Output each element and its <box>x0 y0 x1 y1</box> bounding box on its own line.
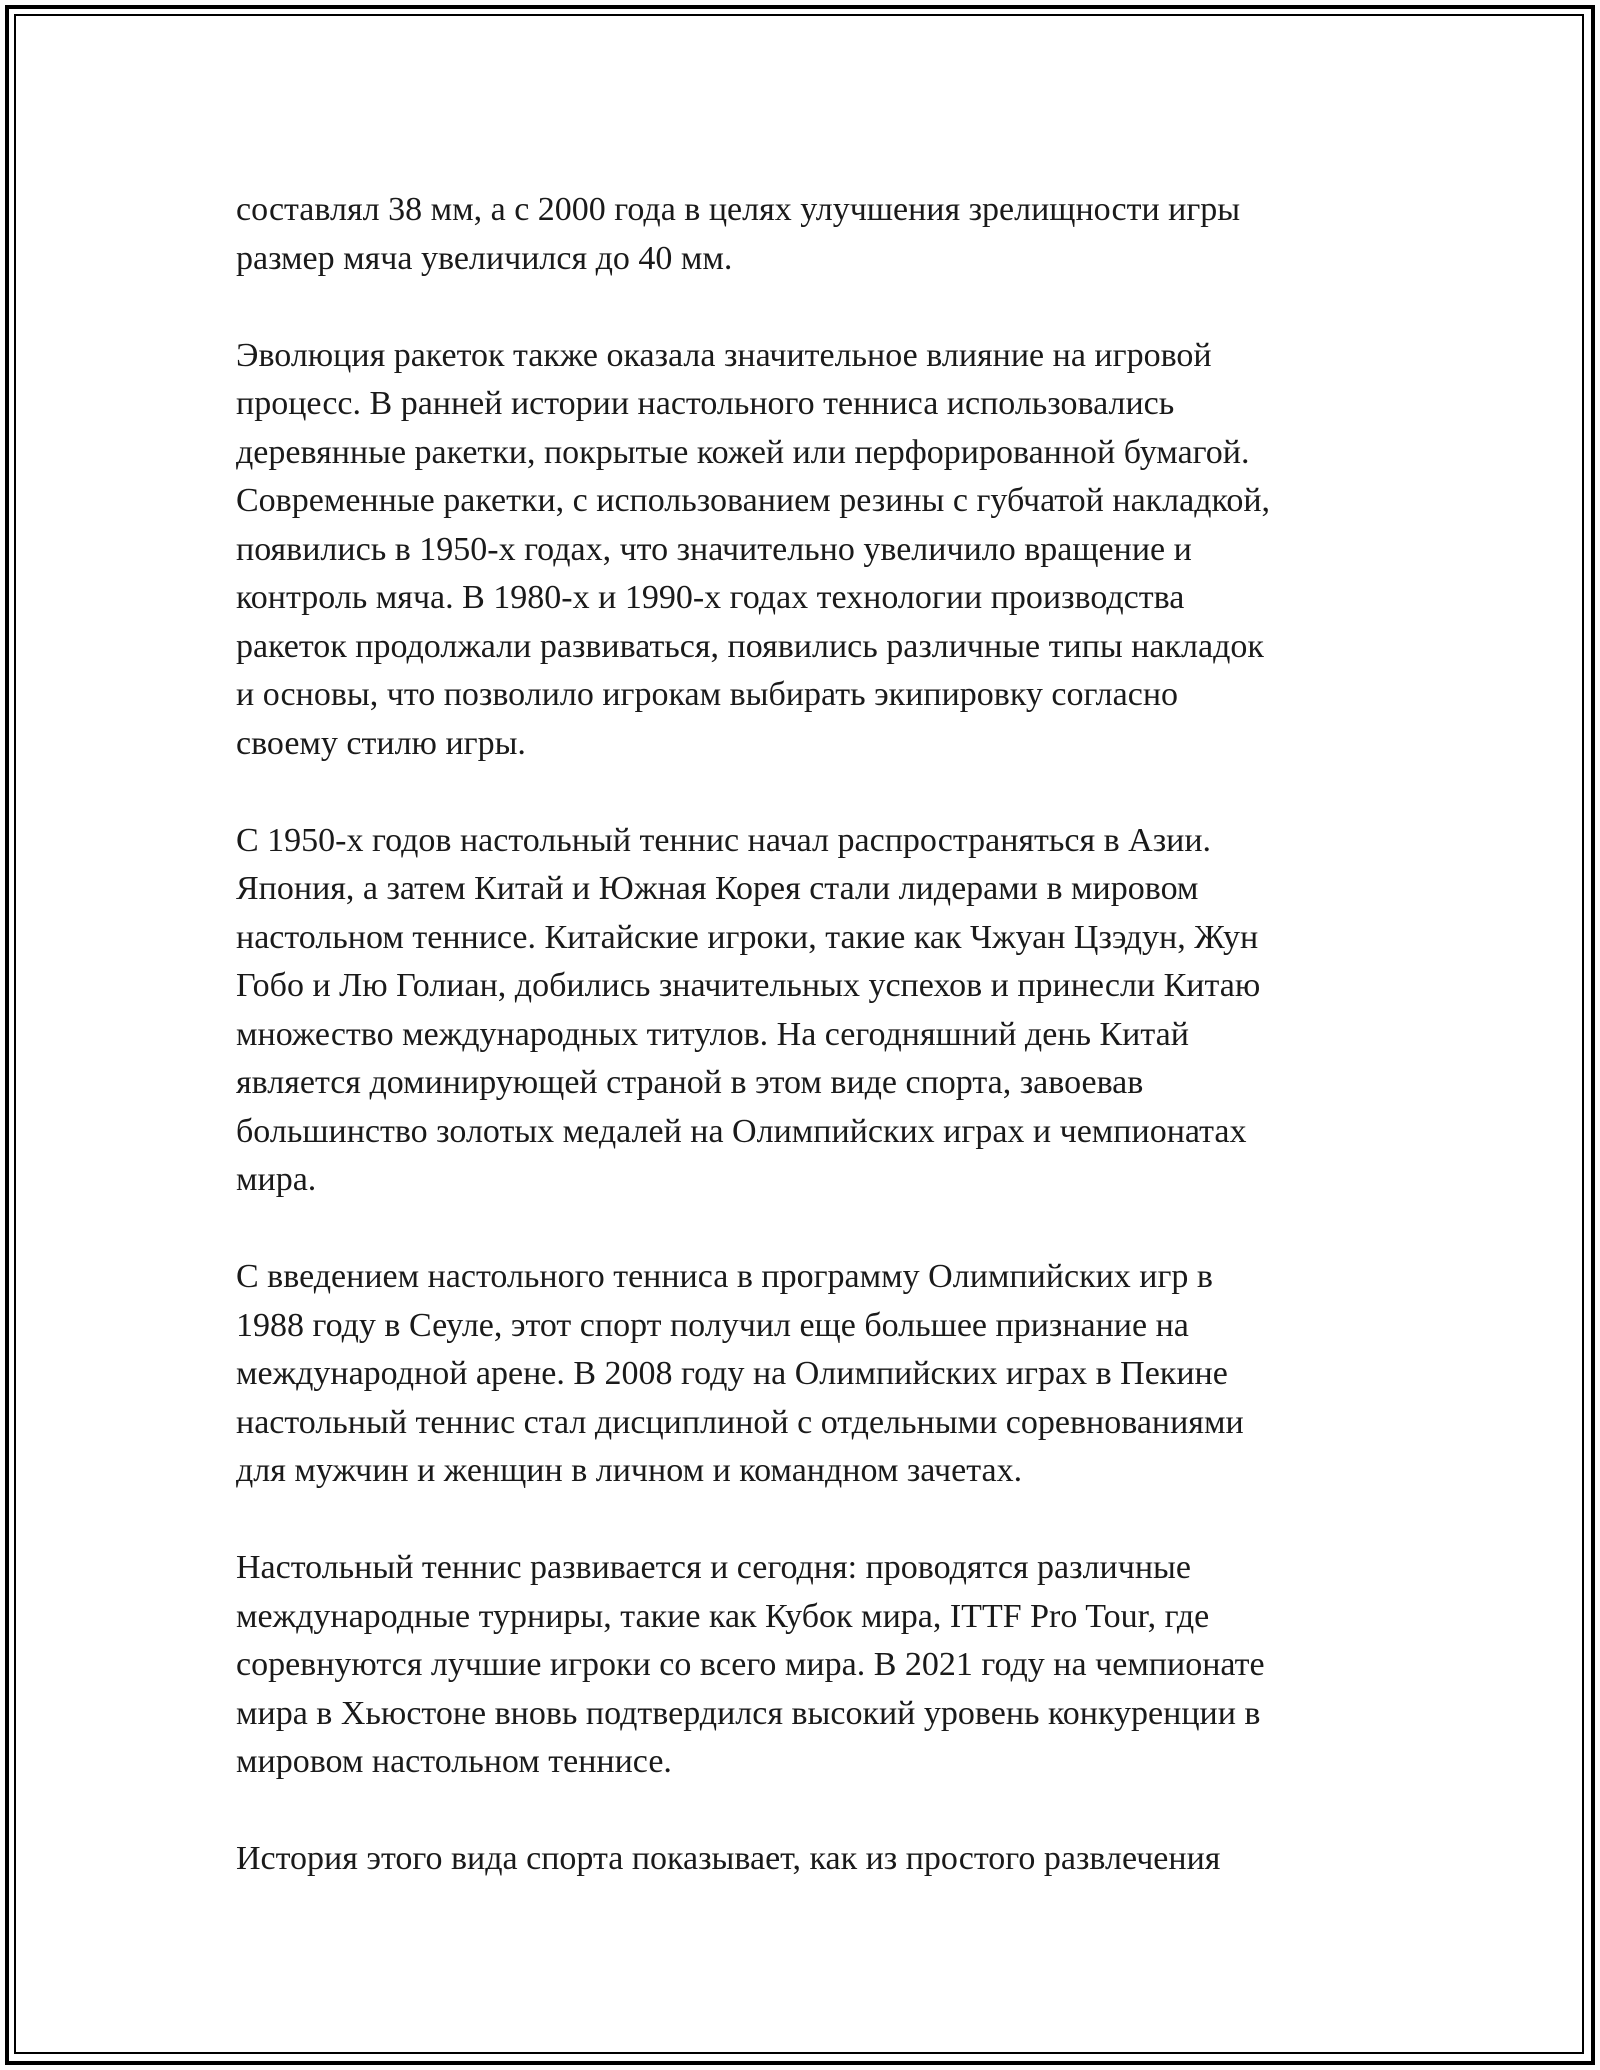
paragraph-6: История этого вида спорта показывает, как из простого развлечения <box>236 1840 1221 1877</box>
paragraph-4: С введением настольного тенниса в программу Олимпийских игр в 1988 году в Сеуле, этот спорт получил еще большее признание на международной арене. В 2008 году на Олимпийских играх в Пекине настольный теннис стал дисциплиной с отдельными соревнованиями для мужчин и женщин в личном и командном зачетах. <box>236 1258 1244 1489</box>
paragraph-1: составлял 38 мм, а с 2000 года в целях улучшения зрелищности игры размер мяча увеличился до 40 мм. <box>236 191 1241 277</box>
paragraph-3: С 1950-х годов настольный теннис начал распространяться в Азии. Япония, а затем Китай и Южная Корея стали лидерами в мировом настольном теннисе. Китайские игроки, такие как Чжуан Цзэдун, Жун Гобо и Лю Голиан, добились значительных успехов и принесли Китаю множество международных титулов. На сегодняшний день Китай является доминирующей страной в этом виде спорта, завоевав большинство золотых медалей на Олимпийских играх и чемпионатах мира. <box>236 821 1261 1198</box>
paragraph-5: Настольный теннис развивается и сегодня: проводятся различные международные турниры, такие как Кубок мира, ITTF Pro Tour, где соревнуются лучшие игроки со всего мира. В 2021 году на чемпионате мира в Хьюстоне вновь подтвердился высокий уровень конкуренции в мировом настольном теннисе. <box>236 1549 1265 1780</box>
paragraph-2: Эволюция ракеток также оказала значительное влияние на игровой процесс. В ранней истории настольного тенниса использовались деревянные ракетки, покрытые кожей или перфорированной бумагой. Современные ракетки, с использованием резины с губчатой накладкой, появились в 1950-х годах, что значительно увеличило вращение и контроль мяча. В 1980-х и 1990-х годах технологии производства ракеток продолжали развиваться, появились различные типы накладок и основы, что позволило игрокам выбирать экипировку согласно своему стилю игры. <box>236 336 1271 762</box>
document-body <box>236 186 1376 1932</box>
